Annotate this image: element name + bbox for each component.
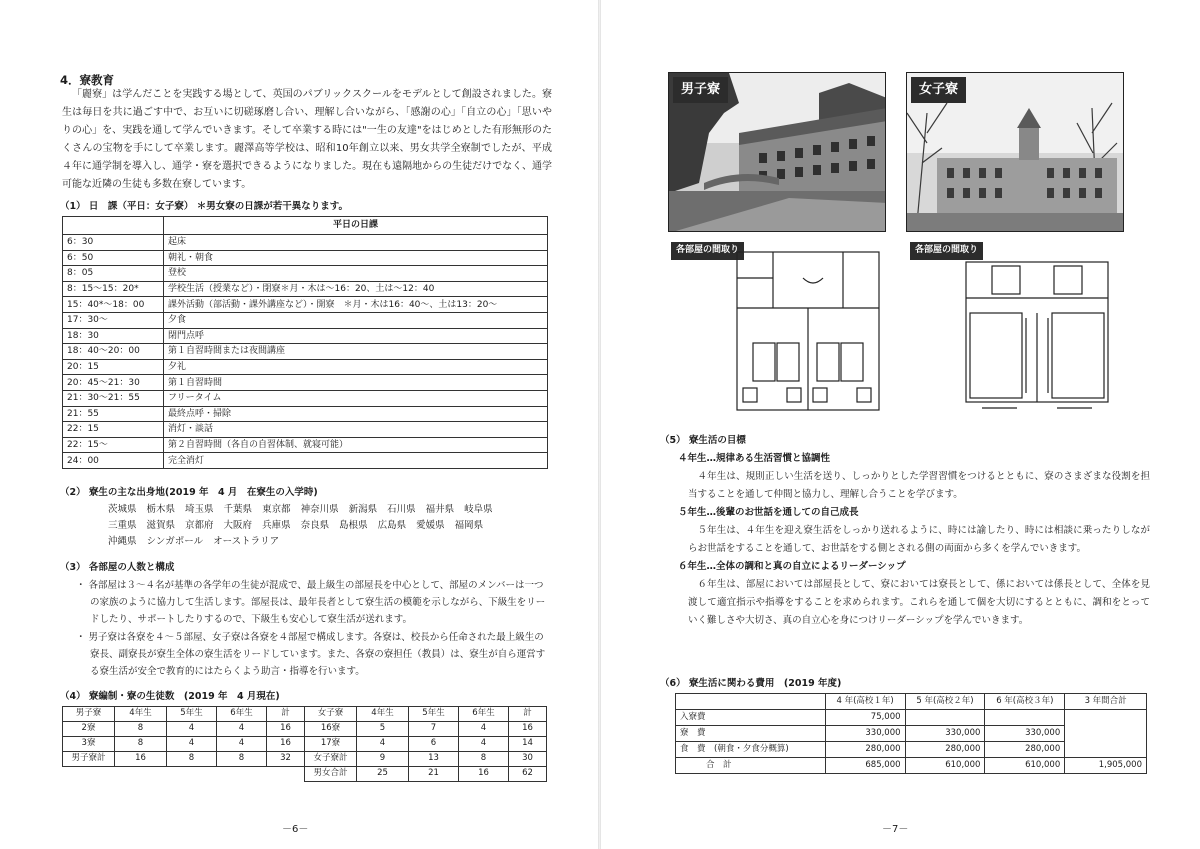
hometowns-list [108,502,503,550]
boys-cell: 4 [217,722,267,737]
hometown-item: 三重県 [108,520,137,531]
hometown-item: 愛媛県 [416,520,445,531]
schedule-row [63,281,548,297]
hometown-item: 新潟県 [348,504,378,515]
girls-header-cell: 6年生 [459,707,509,722]
total-cell: 男女合計 [305,767,357,782]
boys-cell: 16 [267,737,305,752]
schedule-row [63,235,548,251]
girls-header-cell: 女子寮 [305,707,357,722]
costs-label: 寮 費 [676,726,826,742]
enrollment-heading: （4） 寮編制・寮の生徒数 (2019 年 4 月現在) [60,691,280,702]
schedule-time: 20：45～21：30 [63,375,164,391]
schedule-time: 6：50 [63,250,164,266]
goal-text-6th: ６年生は、部屋においては部屋長として、寮においては寮長として、係においては係長として、全体を見渡して適宜指示や指導をすることを求められます。これらを通して個を大切にするとともに、調和をとっていく難しさや大切さ、真の自立心を身につけリーダーシップを学んでいきます。 [688,579,1150,626]
costs-header-cell: 6 年(高校３年) [985,694,1065,710]
page-number-right: －7－ [882,824,909,835]
boys-dorm-photo [668,72,886,232]
schedule-activity: 夕食 [164,312,548,328]
schedule-time: 8：15～15：20* [63,281,164,297]
blank-cell [167,767,217,782]
girls-cell: 7 [409,722,459,737]
schedule-row [63,266,548,282]
costs-value: 610,000 [985,758,1065,774]
hometown-item: 大阪府 [223,520,253,531]
intro-paragraph: 「麗寮」は学んだことを実践する場として、英国のパブリックスクールをモデルとして創設されました。寮生は毎日を共に過ごす中で、お互いに切磋琢磨し合い、理解し合いながら、「感謝の心」「自立の心」「思いやりの心」を、実践を通して学んでいきます。そして卒業する時には"一生の友達"をはじめとした有形無形のたくさんの宝物を手にして卒業します。麗澤高等学校は、昭和10年創立以来、男女共学全寮制でしたが、平成４年に通学制を導入し、通学・寮を選択できるようになりました。現在も遠隔地からの生徒だけでなく、通学可能な近隣の生徒も多数在寮しています。 [62,89,552,190]
hometown-item: 奈良県 [300,520,330,531]
costs-header-row [676,694,1147,710]
costs-heading: （6） 寮生活に関わる費用 (2019 年度) [660,678,842,689]
schedule-activity: 第１自習時間 [164,375,548,391]
schedule-row [63,328,548,344]
rooms-bullet-1: ・ 各部屋は３～４名が基準の各学年の生徒が混成で、最上級生の部屋長を中心として、部屋のメンバーは一つの家族のように協力して生活します。部屋長は、最年長者として寮生活の模範を示しながら、下級生をリードしたり、サポートしたりするので、下級生も安心して寮生活が送れます。 [76,580,546,625]
schedule-activity: 第１自習時間または夜間講座 [164,344,548,360]
blank-cell [115,767,167,782]
girls-cell: 30 [509,752,547,767]
section-title: 4．寮教育 [60,73,115,87]
girls-header-cell: 5年生 [409,707,459,722]
enrollment-header-row [63,707,547,722]
costs-value: 1,905,000 [1065,758,1147,774]
schedule-row [63,390,548,406]
hometown-item: 福岡県 [454,520,484,531]
costs-value: 330,000 [825,726,905,742]
girls-cell: 女子寮計 [305,752,357,767]
enrollment-row [63,752,547,767]
boys-header-cell: 6年生 [217,707,267,722]
schedule-row [63,312,548,328]
boys-cell: 8 [167,752,217,767]
goals-section [660,432,1150,630]
costs-value [985,710,1065,726]
boys-cell: 4 [167,722,217,737]
girls-dorm-photo [906,72,1124,232]
girls-header-cell: 4年生 [357,707,409,722]
boys-cell: 16 [267,722,305,737]
boys-cell: 8 [115,722,167,737]
hometown-line [108,502,503,518]
boys-cell: 2寮 [63,722,115,737]
schedule-activity: 消灯・談話 [164,422,548,438]
costs-header-cell: 4 年(高校１年) [825,694,905,710]
girls-floorplan [962,258,1112,416]
boys-cell: 4 [217,737,267,752]
rooms-description [76,577,552,681]
girls-cell: 5 [357,722,409,737]
schedule-row [63,375,548,391]
schedule-time-header [63,217,164,235]
goal-text-4th: ４年生は、規則正しい生活を送り、しっかりとした学習習慣をつけるとともに、寮のさまざまな役割を担当することを通して仲間と協力し、理解し合うことを学びます。 [688,471,1150,500]
hometown-item: 茨城県 [108,504,137,515]
hometown-item: シンガポール [146,536,204,547]
costs-label: 合 計 [676,758,826,774]
schedule-row [63,422,548,438]
enrollment-row [63,722,547,737]
girls-cell: 4 [459,722,509,737]
enrollment-total-row [63,767,547,782]
schedule-activity: 完全消灯 [164,453,548,469]
enrollment-row [63,737,547,752]
costs-value: 330,000 [985,726,1065,742]
schedule-row [63,437,548,453]
costs-header-cell [676,694,826,710]
page-number-left: －6－ [282,824,309,835]
schedule-row [63,406,548,422]
costs-row [676,742,1147,758]
boys-floorplan [733,248,883,416]
schedule-activity: 最終点呼・掃除 [164,406,548,422]
schedule-activity: 課外活動（部活動・課外講座など）・開寮 ＊月・木は16：40～、土は13：20～ [164,297,548,313]
costs-header-cell: 5 年(高校２年) [905,694,985,710]
boys-cell: 男子寮計 [63,752,115,767]
boys-floorplan-label: 各部屋の間取り [671,242,744,260]
goals-heading: （5） 寮生活の目標 [660,435,746,446]
girls-cell: 17寮 [305,737,357,752]
costs-value: 280,000 [905,742,985,758]
costs-row [676,726,1147,742]
schedule-time: 15：40*～18：00 [63,297,164,313]
goal-title-5th: ５年生…後輩のお世話を通しての自己成長 [678,507,859,518]
hometown-line [108,534,503,550]
hometown-item: 石川県 [387,504,416,515]
total-cell: 16 [459,767,509,782]
hometown-line [108,518,503,534]
schedule-time: 20：15 [63,359,164,375]
schedule-time: 22：15～ [63,437,164,453]
boys-cell: 8 [217,752,267,767]
costs-value: 75,000 [825,710,905,726]
girls-cell: 13 [409,752,459,767]
costs-value [905,710,985,726]
schedule-time: 6：30 [63,235,164,251]
boys-header-cell: 計 [267,707,305,722]
goal-text-5th: ５年生は、４年生を迎え寮生活をしっかり送れるように、時には諭したり、時には相談に乗ったりしながらお世話をすることを通して、お世話をする側とされる側の両面から多くを学んでいきます。 [688,525,1150,554]
schedule-table [62,216,548,469]
schedule-row [63,250,548,266]
boys-cell: 16 [115,752,167,767]
schedule-activity: 第２自習時間（各自の自習体制、就寝可能） [164,437,548,453]
costs-value: 280,000 [825,742,905,758]
rooms-bullet-2: ・ 男子寮は各寮を４～５部屋、女子寮は各寮を４部屋で構成します。各寮は、校長から任命された最上級生の寮長、副寮長が寮生全体の寮生活をリードしています。また、各寮の寮担任（教員）は、寮生が自ら運営する寮生活が安全で教育的にはたらくよう助言・指導を行います。 [76,632,546,677]
girls-header-cell: 計 [509,707,547,722]
total-cell: 25 [357,767,409,782]
schedule-heading-text: （1） 日 課（平日：女子寮） [60,201,194,212]
blank-cell [267,767,305,782]
schedule-activity: 朝礼・朝食 [164,250,548,266]
boys-dorm-label: 男子寮 [673,77,728,103]
costs-label: 入寮費 [676,710,826,726]
enrollment-table [62,706,547,782]
hometown-item: 広島県 [377,520,407,531]
costs-value [1065,710,1147,726]
hometown-item: 東京都 [262,504,291,515]
hometown-item: 兵庫県 [262,520,291,531]
total-cell: 21 [409,767,459,782]
goal-title-6th: ６年生…全体の調和と真の自立によるリーダーシップ [678,561,906,572]
schedule-time: 18：40～20：00 [63,344,164,360]
hometown-item: 千葉県 [223,504,253,515]
hometown-item: 京都府 [185,520,214,531]
costs-value: 280,000 [985,742,1065,758]
hometown-item: 埼玉県 [185,504,214,515]
hometown-item: 神奈川県 [300,504,339,515]
costs-row [676,758,1147,774]
costs-table [675,693,1147,774]
costs-label: 食 費 (朝食・夕食分概算) [676,742,826,758]
boys-cell: 4 [167,737,217,752]
boys-cell: 3寮 [63,737,115,752]
costs-value [1065,726,1147,742]
schedule-row [63,453,548,469]
girls-cell: 16 [509,722,547,737]
hometown-item: 栃木県 [146,504,176,515]
girls-cell: 6 [409,737,459,752]
schedule-activity: 学校生活（授業など）・閉寮＊月・木は～16：20、土は～12：40 [164,281,548,297]
schedule-activity: 登校 [164,266,548,282]
schedule-heading [60,200,348,215]
girls-cell: 4 [357,737,409,752]
schedule-time: 8：05 [63,266,164,282]
costs-value [1065,742,1147,758]
schedule-activity: 夕礼 [164,359,548,375]
schedule-time: 22：15 [63,422,164,438]
boys-header-cell: 男子寮 [63,707,115,722]
girls-floorplan-label: 各部屋の間取り [910,242,983,260]
hometown-item: 滋賀県 [146,520,176,531]
boys-cell: 8 [115,737,167,752]
costs-value: 330,000 [905,726,985,742]
total-cell: 62 [509,767,547,782]
costs-value: 685,000 [825,758,905,774]
blank-cell [217,767,267,782]
boys-header-cell: 4年生 [115,707,167,722]
schedule-time: 21：55 [63,406,164,422]
schedule-row [63,297,548,313]
blank-cell [63,767,115,782]
schedule-activity: 起床 [164,235,548,251]
girls-cell: 4 [459,737,509,752]
rooms-heading: （3） 各部屋の人数と構成 [60,562,175,573]
girls-dorm-label: 女子寮 [911,77,966,103]
schedule-row [63,359,548,375]
schedule-time: 24：00 [63,453,164,469]
schedule-note: ＊男女寮の日課が若干異なります。 [196,201,348,212]
schedule-time: 17：30～ [63,312,164,328]
costs-header-cell: 3 年間合計 [1065,694,1147,710]
girls-cell: 8 [459,752,509,767]
schedule-activity: フリータイム [164,390,548,406]
schedule-time: 21：30～21：55 [63,390,164,406]
schedule-activity: 閉門点呼 [164,328,548,344]
schedule-row [63,344,548,360]
hometown-item: 岐阜県 [464,504,493,515]
boys-cell: 32 [267,752,305,767]
hometown-item: 島根県 [339,520,368,531]
schedule-column-header: 平日の日課 [164,217,548,235]
hometown-item: 沖縄県 [108,536,137,547]
hometown-item: オーストラリア [213,536,280,547]
hometowns-heading: （2） 寮生の主な出身地(2019 年 4 月 在寮生の入学時) [60,487,318,498]
hometown-item: 福井県 [425,504,455,515]
girls-cell: 16寮 [305,722,357,737]
book-spine [598,0,601,849]
goal-title-4th: ４年生…規律ある生活習慣と協調性 [678,453,831,464]
girls-cell: 9 [357,752,409,767]
costs-value: 610,000 [905,758,985,774]
schedule-time: 18：30 [63,328,164,344]
costs-row [676,710,1147,726]
girls-cell: 14 [509,737,547,752]
boys-header-cell: 5年生 [167,707,217,722]
